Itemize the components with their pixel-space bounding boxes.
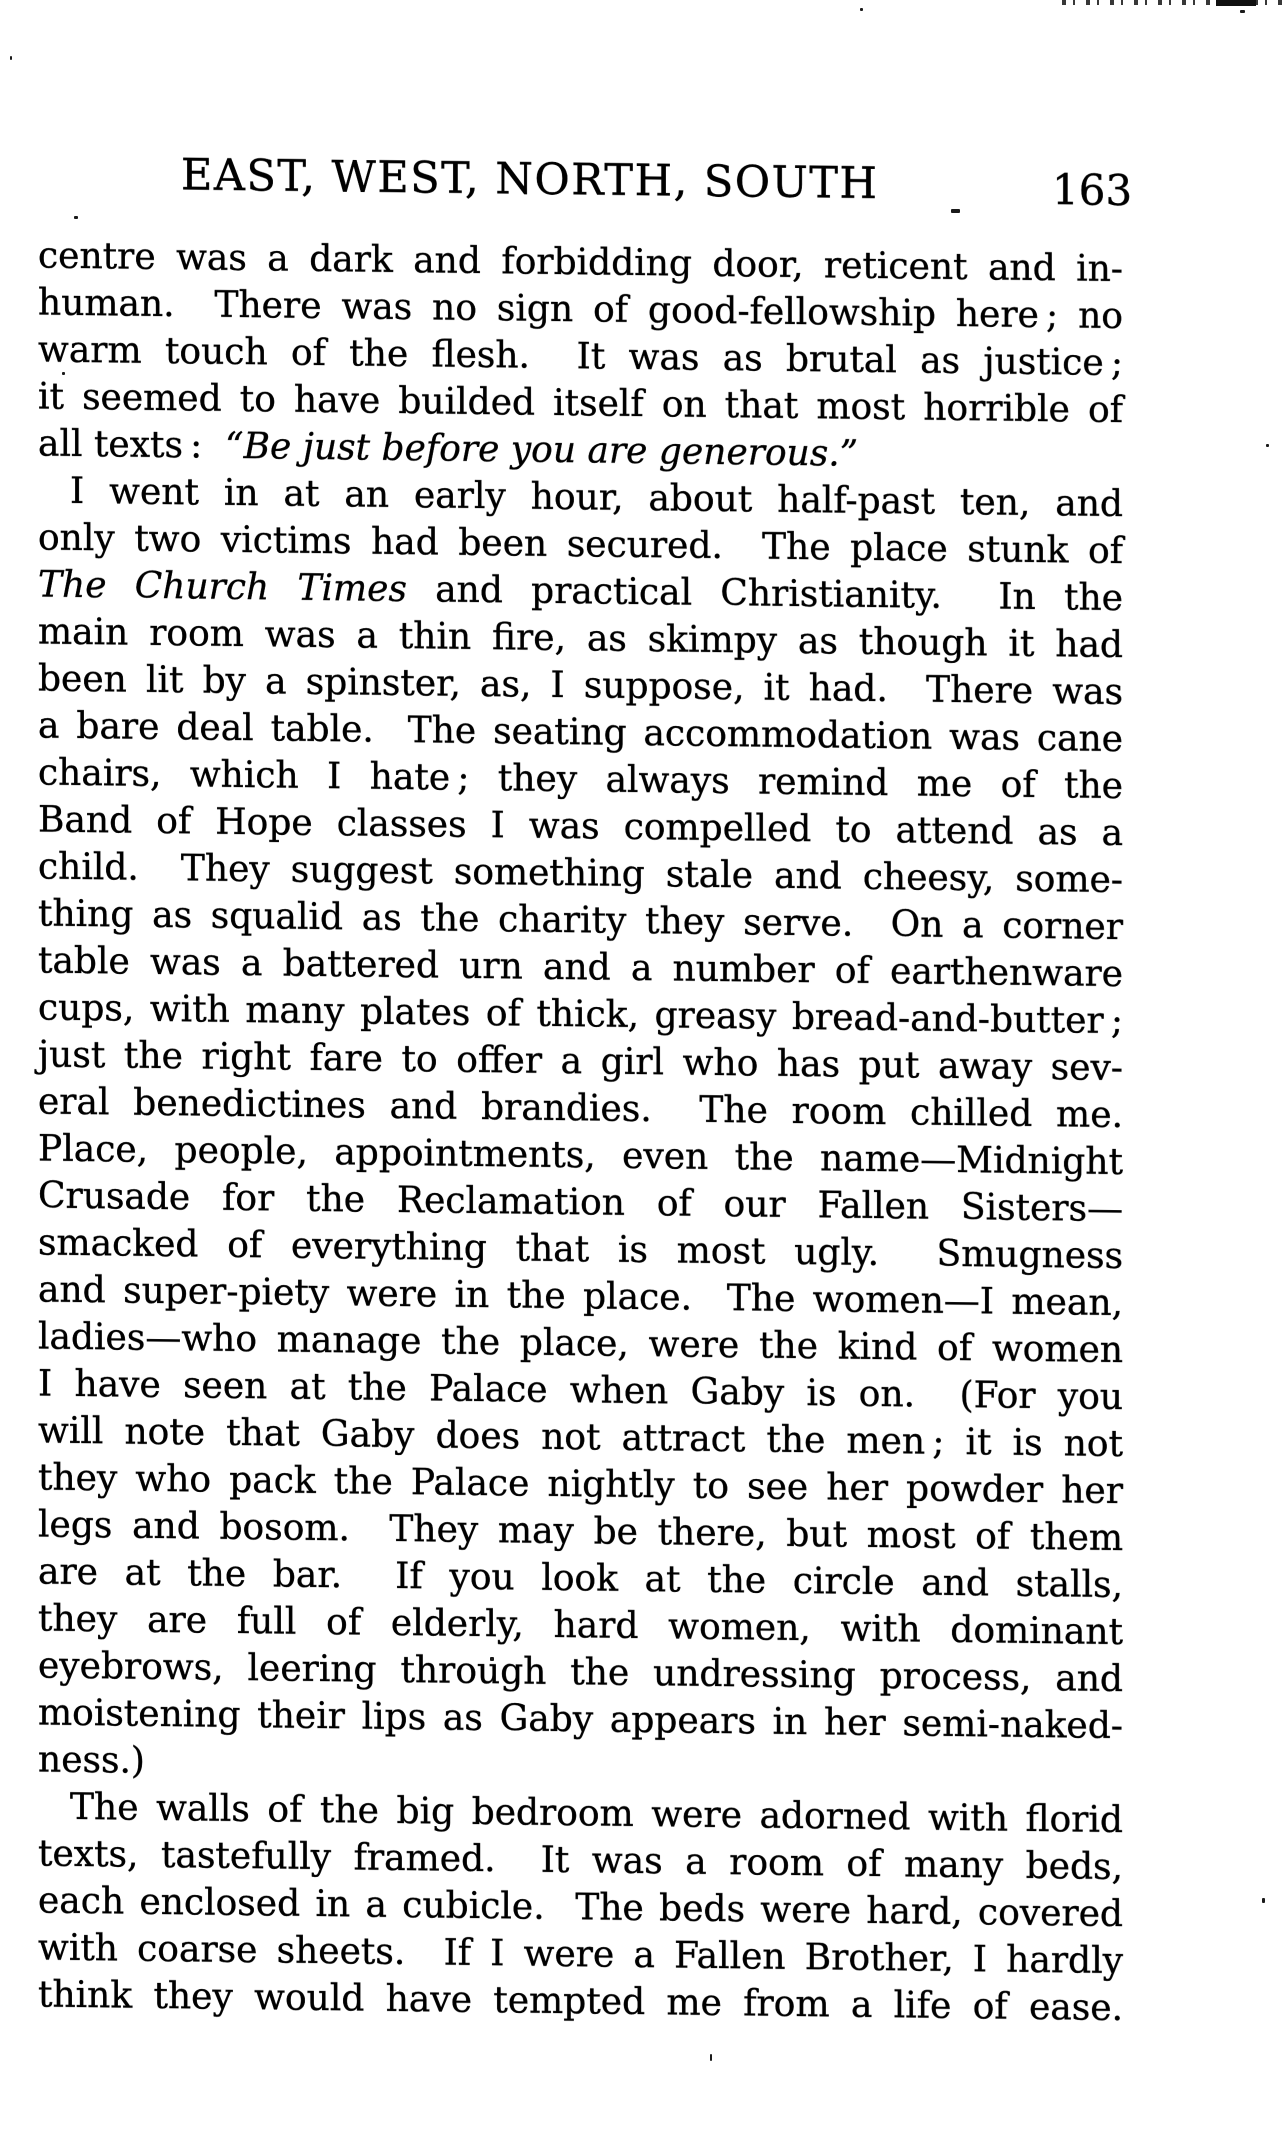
text-segment: warm touch of the flesh. It was as brutal as justice ; [38, 329, 1123, 385]
text-segment: a bare deal table. The seating accommodation was cane [38, 705, 1123, 761]
text-segment: I went in at an early hour, about half-past ten, and [70, 470, 1123, 526]
text-segment: just the right fare to offer a girl who has put away sev- [38, 1034, 1123, 1090]
text-segment: all texts : [38, 423, 226, 467]
text-segment: cups, with many plates of thick, greasy bread-and-butter ; [38, 987, 1123, 1043]
text-segment: legs and bosom. They may be there, but most of them [38, 1504, 1123, 1560]
text-segment: and super-piety were in the place. The women—I mean, [38, 1269, 1123, 1325]
text-segment: Crusade for the Reclamation of our Fallen Sisters— [38, 1175, 1123, 1231]
text-segment: ness.) [38, 1739, 145, 1782]
text-segment: The walls of the big bedroom were adorned with florid [70, 1786, 1123, 1842]
text-segment: child. They suggest something stale and cheesy, some- [38, 846, 1123, 902]
page-body [38, 232, 1123, 2032]
text-segment: they who pack the Palace nightly to see her powder her [38, 1457, 1123, 1513]
text-segment: only two victims had been secured. The place stunk of [38, 517, 1123, 573]
italic-text-segment: The Church Times [38, 564, 407, 611]
text-segment: moistening their lips as Gaby appears in her semi-naked- [38, 1692, 1123, 1748]
text-segment: each enclosed in a cubicle. The beds were hard, covered [38, 1880, 1123, 1936]
text-segment: it seemed to have builded itself on that most horrible of [38, 376, 1123, 432]
running-header-title: EAST, WEST, NORTH, SOUTH [181, 150, 879, 210]
text-segment: eyebrows, leering through the undressing process, and [38, 1645, 1123, 1701]
text-segment: been lit by a spinster, as, I suppose, it had. There was [38, 658, 1123, 714]
text-segment: thing as squalid as the charity they serve. On a corner [38, 893, 1123, 949]
text-segment: centre was a dark and forbidding door, reticent and in- [38, 235, 1123, 291]
text-segment: think they would have tempted me from a life of ease. [38, 1974, 1123, 2030]
text-segment: Band of Hope classes I was compelled to attend as a [38, 799, 1123, 855]
text-segment: with coarse sheets. If I were a Fallen Brother, I hardly [38, 1927, 1123, 1983]
text-segment: chairs, which I hate ; they always remind me of the [38, 752, 1123, 808]
text-segment: human. There was no sign of good-fellowship here ; no [38, 282, 1123, 338]
text-segment: will note that Gaby does not attract the men ; it is not [38, 1410, 1123, 1466]
text-segment: table was a battered urn and a number of earthenware [38, 940, 1123, 996]
text-segment: ladies—who manage the place, were the kind of women [38, 1316, 1123, 1372]
text-segment: I have seen at the Palace when Gaby is on. (For you [38, 1363, 1123, 1419]
text-segment: eral benedictines and brandies. The room chilled me. [38, 1081, 1123, 1137]
text-segment: they are full of elderly, hard women, with dominant [38, 1598, 1123, 1654]
text-segment: smacked of everything that is most ugly. Smugness [38, 1222, 1123, 1278]
scan-edge-artifact-heavy [1216, 0, 1256, 6]
text-segment: texts, tastefully framed. It was a room of many beds, [38, 1833, 1123, 1889]
italic-text-segment: “Be just before you are generous.” [225, 425, 859, 475]
text-segment: and practical Christianity. In the [406, 569, 1123, 620]
text-segment: are at the bar. If you look at the circle and stalls, [38, 1551, 1123, 1607]
text-segment: Place, people, appointments, even the name—Midnight [38, 1128, 1123, 1184]
text-segment: main room was a thin fire, as skimpy as though it had [38, 611, 1123, 667]
scan-speck [1240, 10, 1245, 13]
page-number: 163 [1052, 165, 1133, 216]
